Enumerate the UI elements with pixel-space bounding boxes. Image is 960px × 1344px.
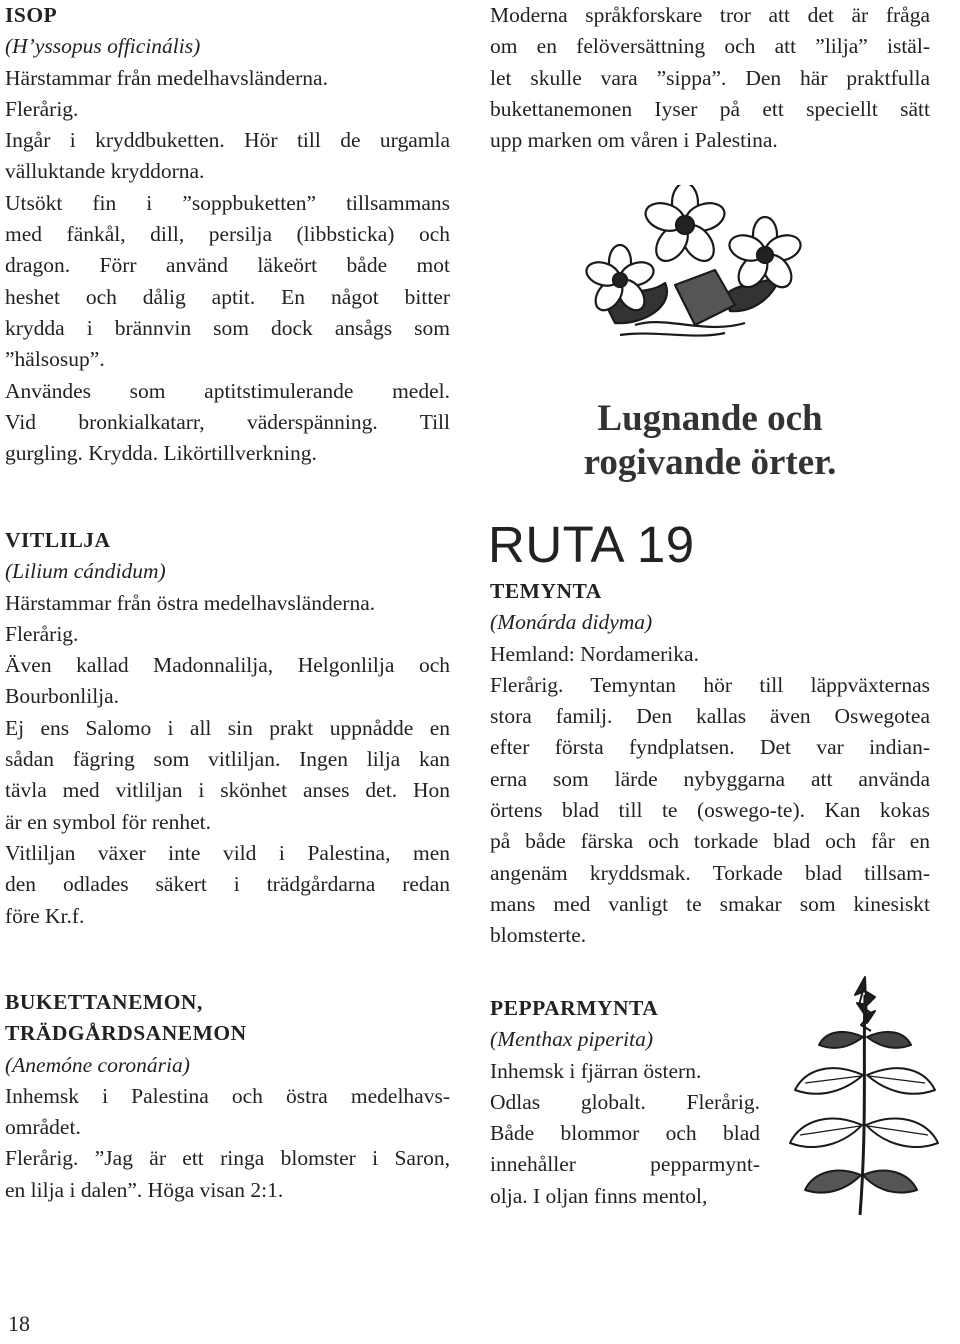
vitlilja-line: Bourbonlilja. <box>5 684 120 709</box>
peppermint-illustration <box>775 975 945 1220</box>
pepparmynta-latin: (Menthax piperita) <box>490 1027 653 1052</box>
pepparmynta-line: olja. I oljan finns mentol, <box>490 1183 708 1208</box>
vitlilja-line: Härstammar från östra medelhavsländerna. <box>5 590 376 615</box>
pepparmynta-line: Inhemsk i fjärran östern. <box>490 1058 702 1083</box>
isop-line: Användes som aptitstimulerande medel. <box>5 378 450 403</box>
isop-line: heshet och dålig aptit. En något bitter <box>5 284 450 309</box>
temynta-line: blomsterte. <box>490 923 587 948</box>
isop-line: ”hälsosup”. <box>5 347 105 372</box>
vitlilja-line: är en symbol för renhet. <box>5 809 211 834</box>
isop-line: dragon. Förr använd läkeört både mot <box>5 253 450 278</box>
vitlilja-line: före Kr.f. <box>5 903 85 928</box>
page-number: 18 <box>8 1311 30 1336</box>
bukettanemon-heading: BUKETTANEMON, <box>5 990 203 1014</box>
temynta-heading: TEMYNTA <box>490 579 602 603</box>
bukettanemon-line: Inhemsk i Palestina och östra medelhavs- <box>5 1083 450 1108</box>
temynta-line: på både färska och torkade blad och får en <box>490 829 930 854</box>
isop-line: krydda i brännvin som dock ansågs som <box>5 315 450 340</box>
vitlilja-line: Flerårig. <box>5 621 79 646</box>
pepparmynta-heading: PEPPARMYNTA <box>490 996 659 1020</box>
temynta-line: Flerårig. Temyntan hör till läppväxternas <box>490 672 930 697</box>
intro-line: om en felöversättning och att ”lilja” istäl- <box>490 34 930 59</box>
vitlilja-section <box>5 525 450 932</box>
bukettanemon-section <box>5 987 450 1206</box>
isop-heading: ISOP <box>5 3 58 27</box>
vitlilja-latin: (Lilium cándidum) <box>5 559 166 584</box>
isop-section <box>5 0 450 469</box>
pepparmynta-line: Odlas globalt. Flerårig. <box>490 1089 760 1114</box>
isop-line: Utsökt fin i ”soppbuketten” tillsammans <box>5 190 450 215</box>
vitlilja-line: Vitliljan växer inte vild i Palestina, men <box>5 840 450 865</box>
temynta-latin: (Monárda didyma) <box>490 610 653 635</box>
temynta-line: efter första fyndplatsen. Det var indian- <box>490 735 930 760</box>
isop-line: Härstammar från medelhavsländerna. <box>5 65 328 90</box>
section-title-line-1: Lugnande och <box>597 398 823 439</box>
bukettanemon-line: Flerårig. ”Jag är ett ringa blomster i Saron, <box>5 1146 450 1171</box>
bukettanemon-latin: (Anemóne coronária) <box>5 1052 190 1077</box>
isop-line: med fänkål, dill, persilja (libbsticka) och <box>5 222 450 247</box>
vitlilja-line: sådan fägring som vitliljan. Ingen lilja kan <box>5 747 450 772</box>
temynta-line: mans med vanligt te smakar som kinesiskt <box>490 891 930 916</box>
pepparmynta-section <box>490 993 760 1212</box>
isop-line: välluktande kryddorna. <box>5 159 205 184</box>
vitlilja-heading: VITLILJA <box>5 528 111 552</box>
anemone-illustration <box>575 185 825 340</box>
intro-line: let skulle vara ”sippa”. Den här praktfulla <box>490 65 930 90</box>
temynta-line: örtens blad till te (oswego-te). Kan kokas <box>490 798 930 823</box>
isop-line: Ingår i kryddbuketten. Hör till de urgamla <box>5 128 450 153</box>
temynta-line: stora familj. Den kallas även Oswegotea <box>490 704 930 729</box>
section-title-line-2: rogivande örter. <box>583 442 837 483</box>
vitlilja-line: Ej ens Salomo i all sin prakt uppnådde en <box>5 715 450 740</box>
intro-line: bukettanemonen Iyser på ett speciellt sätt <box>490 96 930 121</box>
isop-line: gurgling. Krydda. Likörtillverkning. <box>5 441 317 466</box>
temynta-line: Hemland: Nordamerika. <box>490 641 699 666</box>
tradgardsanemon-heading: TRÄDGÅRDSANEMON <box>5 1021 247 1046</box>
temynta-section <box>490 576 930 952</box>
ruta-number: RUTA 19 <box>488 516 695 573</box>
intro-section <box>490 0 930 156</box>
intro-line: upp marken om våren i Palestina. <box>490 128 778 153</box>
bukettanemon-line: en lilja i dalen”. Höga visan 2:1. <box>5 1177 284 1202</box>
temynta-line: erna som lärde nybyggarna att använda <box>490 766 930 791</box>
intro-line: Moderna språkforskare tror att det är fråga <box>490 3 930 27</box>
temynta-line: angenäm kryddsmak. Torkade blad tillsam- <box>490 860 930 885</box>
vitlilja-line: tävla med vitliljan i skönhet anses det. Hon <box>5 778 450 803</box>
bukettanemon-line: området. <box>5 1115 81 1140</box>
vitlilja-line: Även kallad Madonnalilja, Helgonlilja och <box>5 653 450 678</box>
pepparmynta-line: innehåller pepparmynt- <box>490 1152 760 1177</box>
isop-latin: (H’yssopus officinális) <box>5 34 201 59</box>
pepparmynta-line: Både blommor och blad <box>490 1121 760 1146</box>
vitlilja-line: den odlades säkert i trädgårdarna redan <box>5 872 450 897</box>
isop-line: Flerårig. <box>5 96 79 121</box>
isop-line: Vid bronkialkatarr, väderspänning. Till <box>5 409 450 434</box>
